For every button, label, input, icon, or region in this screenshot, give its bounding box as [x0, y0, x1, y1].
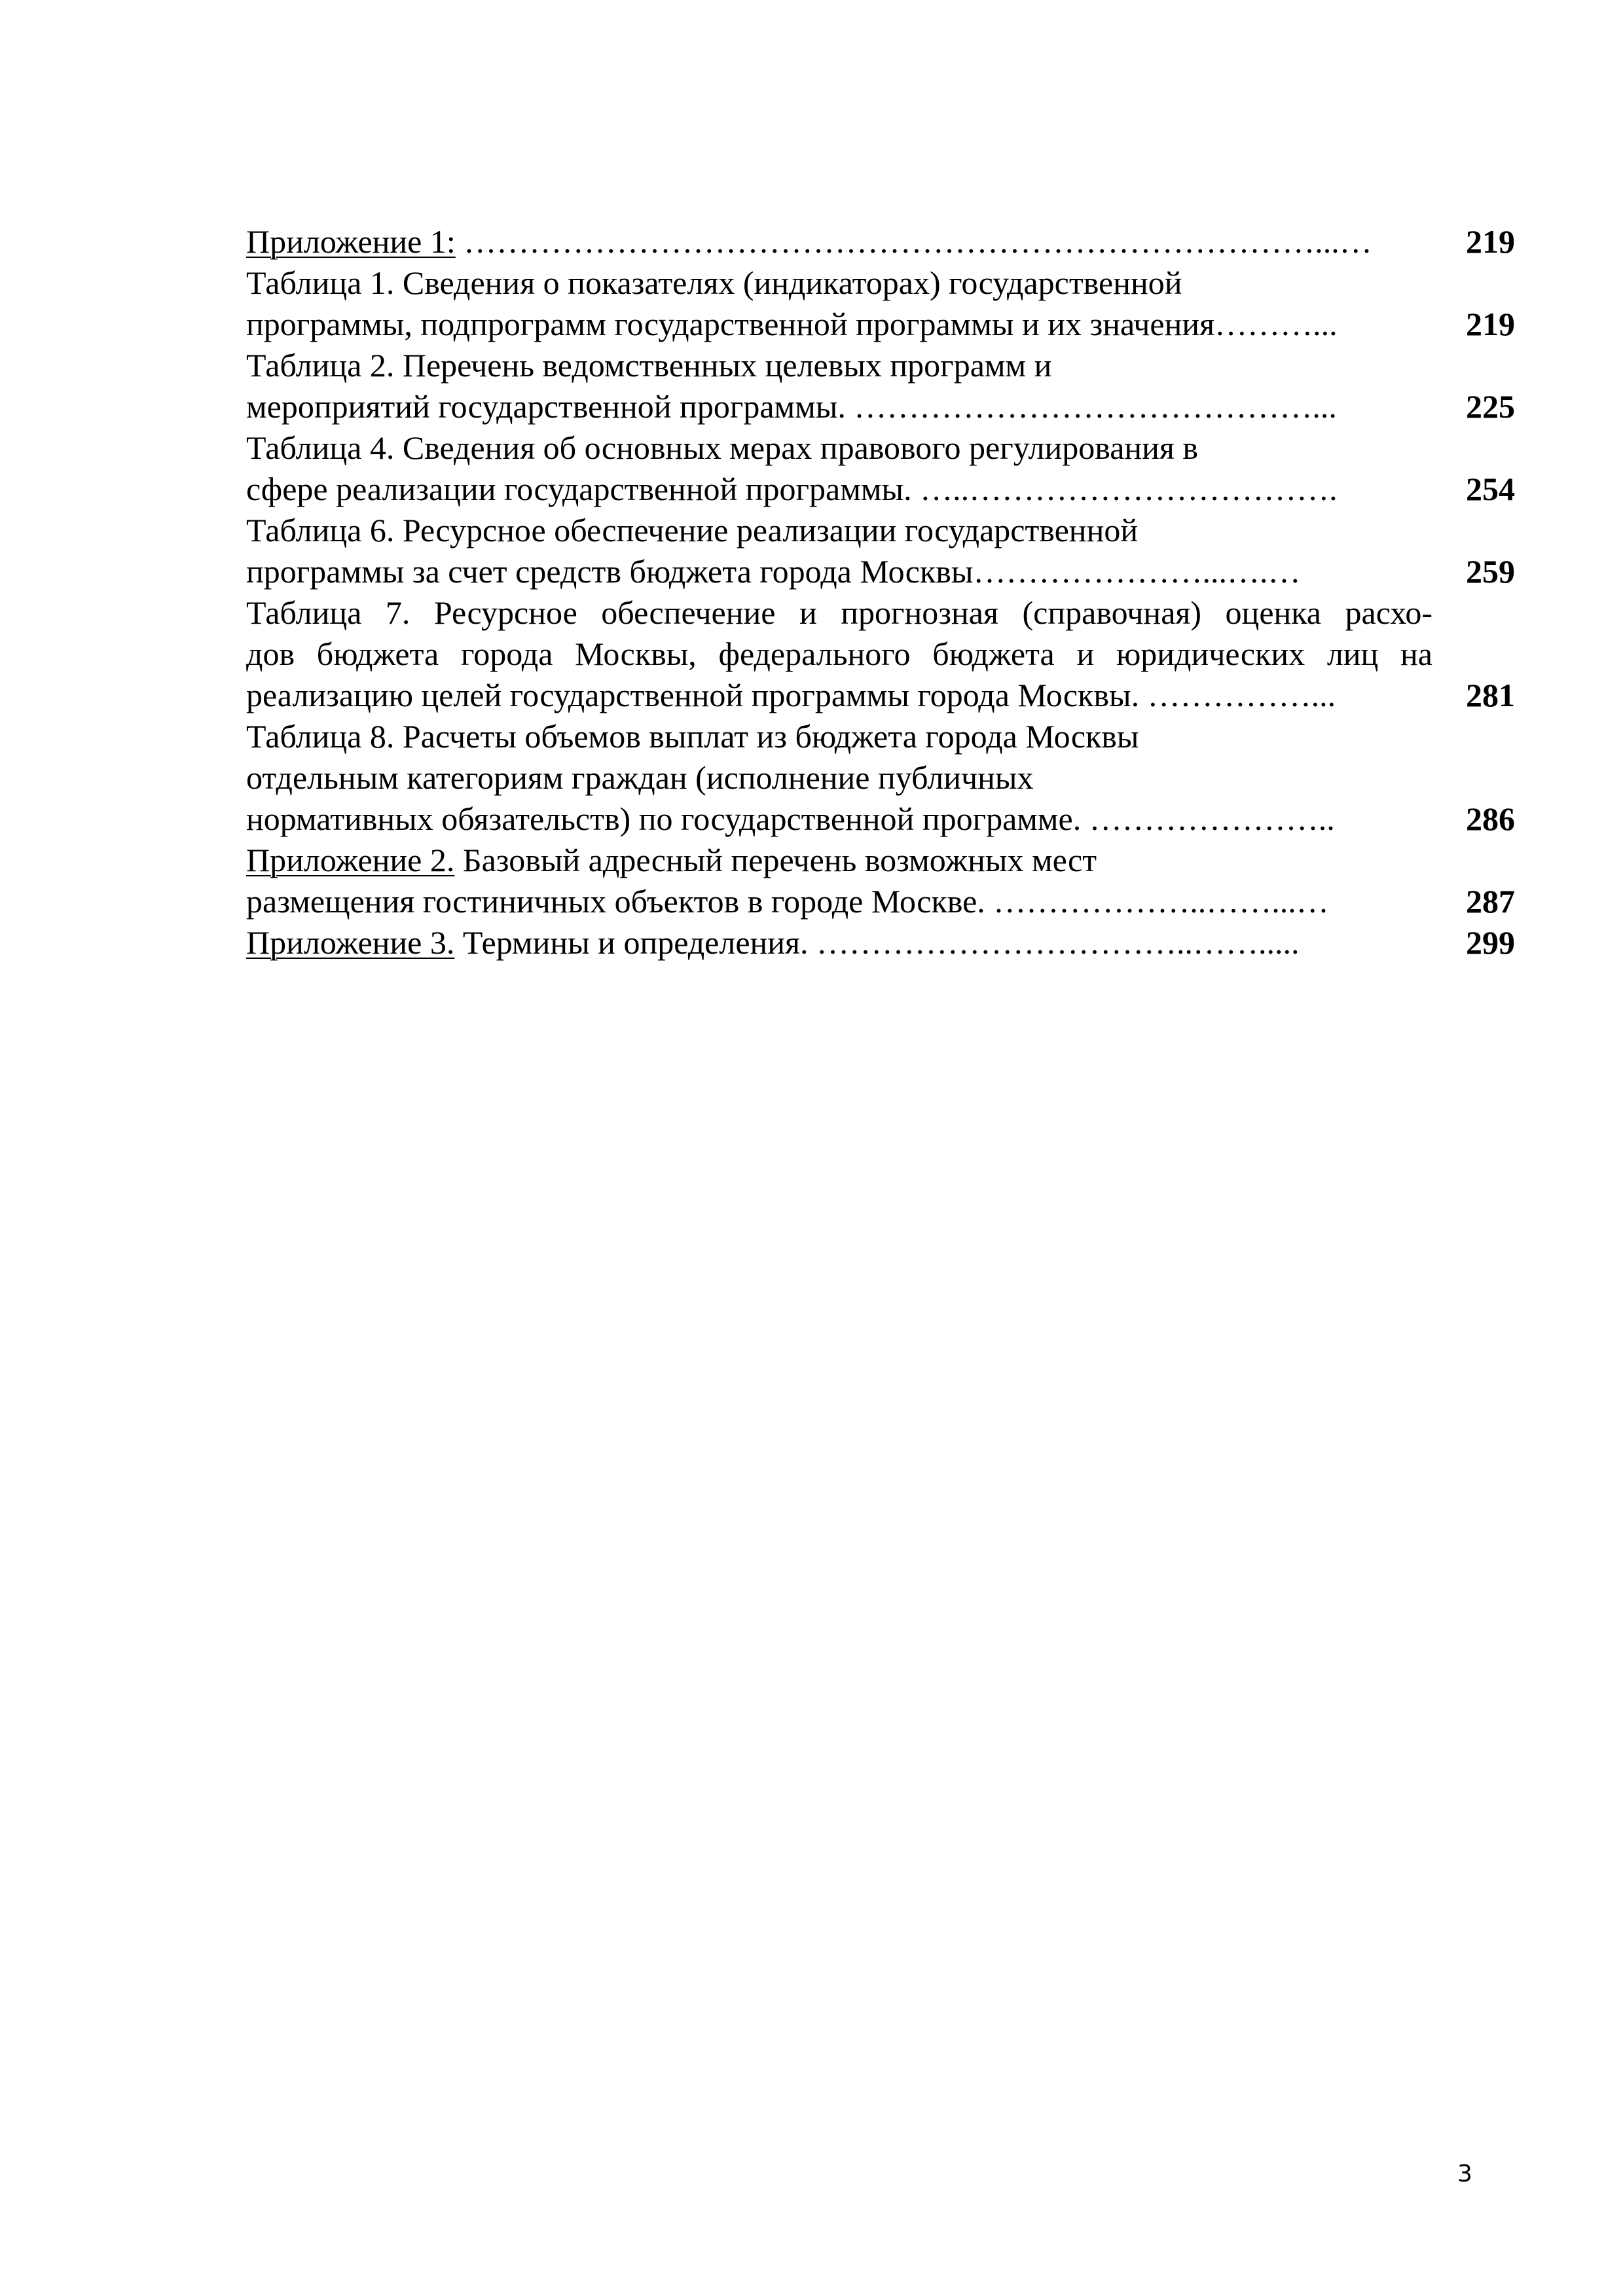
toc-line: размещения гостиничных объектов в городе Москве. ………………..……...…	[246, 883, 1329, 920]
toc-page-number: 287	[1466, 883, 1515, 920]
toc-page-number: 219	[1466, 223, 1515, 260]
toc-line: сфере реализации государственной программы. …..…………………………….	[246, 471, 1338, 507]
toc-entry-table-1[interactable]	[246, 262, 1515, 345]
toc-page-number: 259	[1466, 553, 1515, 590]
table-of-contents	[246, 221, 1515, 963]
toc-line: Таблица 6. Ресурсное обеспечение реализации государственной	[246, 512, 1139, 548]
toc-entry-text	[246, 716, 1432, 840]
toc-entry-text	[246, 592, 1432, 716]
appendix-2-link[interactable]: Приложение 2.	[246, 842, 455, 878]
toc-entry-text	[246, 345, 1432, 427]
toc-line	[246, 840, 1432, 881]
toc-entry-text	[246, 427, 1432, 510]
toc-line: Таблица 4. Сведения об основных мерах правового регулирования в	[246, 429, 1199, 466]
toc-entry-text	[246, 221, 1432, 262]
appendix-1-link[interactable]: Приложение 1:	[246, 223, 456, 260]
toc-page-number: 281	[1466, 677, 1515, 713]
toc-line: Таблица 1. Сведения о показателях (индикаторах) государственной	[246, 264, 1182, 301]
toc-line-text: Термины и определения. ……………………………..…….....	[454, 924, 1300, 961]
appendix-3-link[interactable]: Приложение 3.	[246, 924, 455, 961]
toc-line-text: Базовый адресный перечень возможных мест	[454, 842, 1097, 878]
toc-line: отдельным категориям граждан (исполнение публичных	[246, 759, 1034, 796]
toc-page-number: 286	[1466, 800, 1515, 837]
toc-line: программы за счет средств бюджета города Москвы…………………...….…	[246, 553, 1301, 590]
toc-line: Таблица 7. Ресурсное обеспечение и прогнозная (справочная) оценка расхо-	[246, 594, 1432, 631]
toc-entry-appendix-2[interactable]	[246, 840, 1515, 922]
toc-entry-table-8[interactable]	[246, 716, 1515, 840]
toc-page-number: 225	[1466, 388, 1515, 425]
toc-line: реализацию целей государственной программы города Москвы. ……………...	[246, 677, 1336, 713]
toc-line: нормативных обязательств) по государственной программе. …………………..	[246, 800, 1335, 837]
toc-entry-text	[246, 262, 1432, 345]
toc-page-number: 299	[1466, 924, 1515, 961]
toc-entry-appendix-3[interactable]	[246, 922, 1515, 963]
toc-line: Таблица 8. Расчеты объемов выплат из бюджета города Москвы	[246, 718, 1139, 755]
toc-page-number: 219	[1466, 306, 1515, 342]
toc-entry-table-6[interactable]	[246, 510, 1515, 592]
toc-line: мероприятий государственной программы. ……………………………………...	[246, 388, 1337, 425]
toc-entry-table-4[interactable]	[246, 427, 1515, 510]
toc-page-number: 254	[1466, 471, 1515, 507]
toc-line: Таблица 2. Перечень ведомственных целевых программ и	[246, 347, 1052, 384]
toc-entry-appendix-1[interactable]	[246, 221, 1515, 262]
toc-line	[246, 221, 1432, 262]
toc-line: дов бюджета города Москвы, федерального бюджета и юридических лиц на	[246, 636, 1432, 672]
toc-line: программы, подпрограмм государственной программы и их значения………...	[246, 306, 1338, 342]
page-number: 3	[1457, 2161, 1472, 2187]
toc-entry-text	[246, 922, 1432, 963]
toc-line	[246, 922, 1432, 963]
toc-entry-table-2[interactable]	[246, 345, 1515, 427]
toc-line-text: ……………………………………………………………………...…	[455, 223, 1372, 260]
toc-entry-text	[246, 510, 1432, 592]
toc-entry-table-7[interactable]	[246, 592, 1515, 716]
toc-entry-text	[246, 840, 1432, 922]
